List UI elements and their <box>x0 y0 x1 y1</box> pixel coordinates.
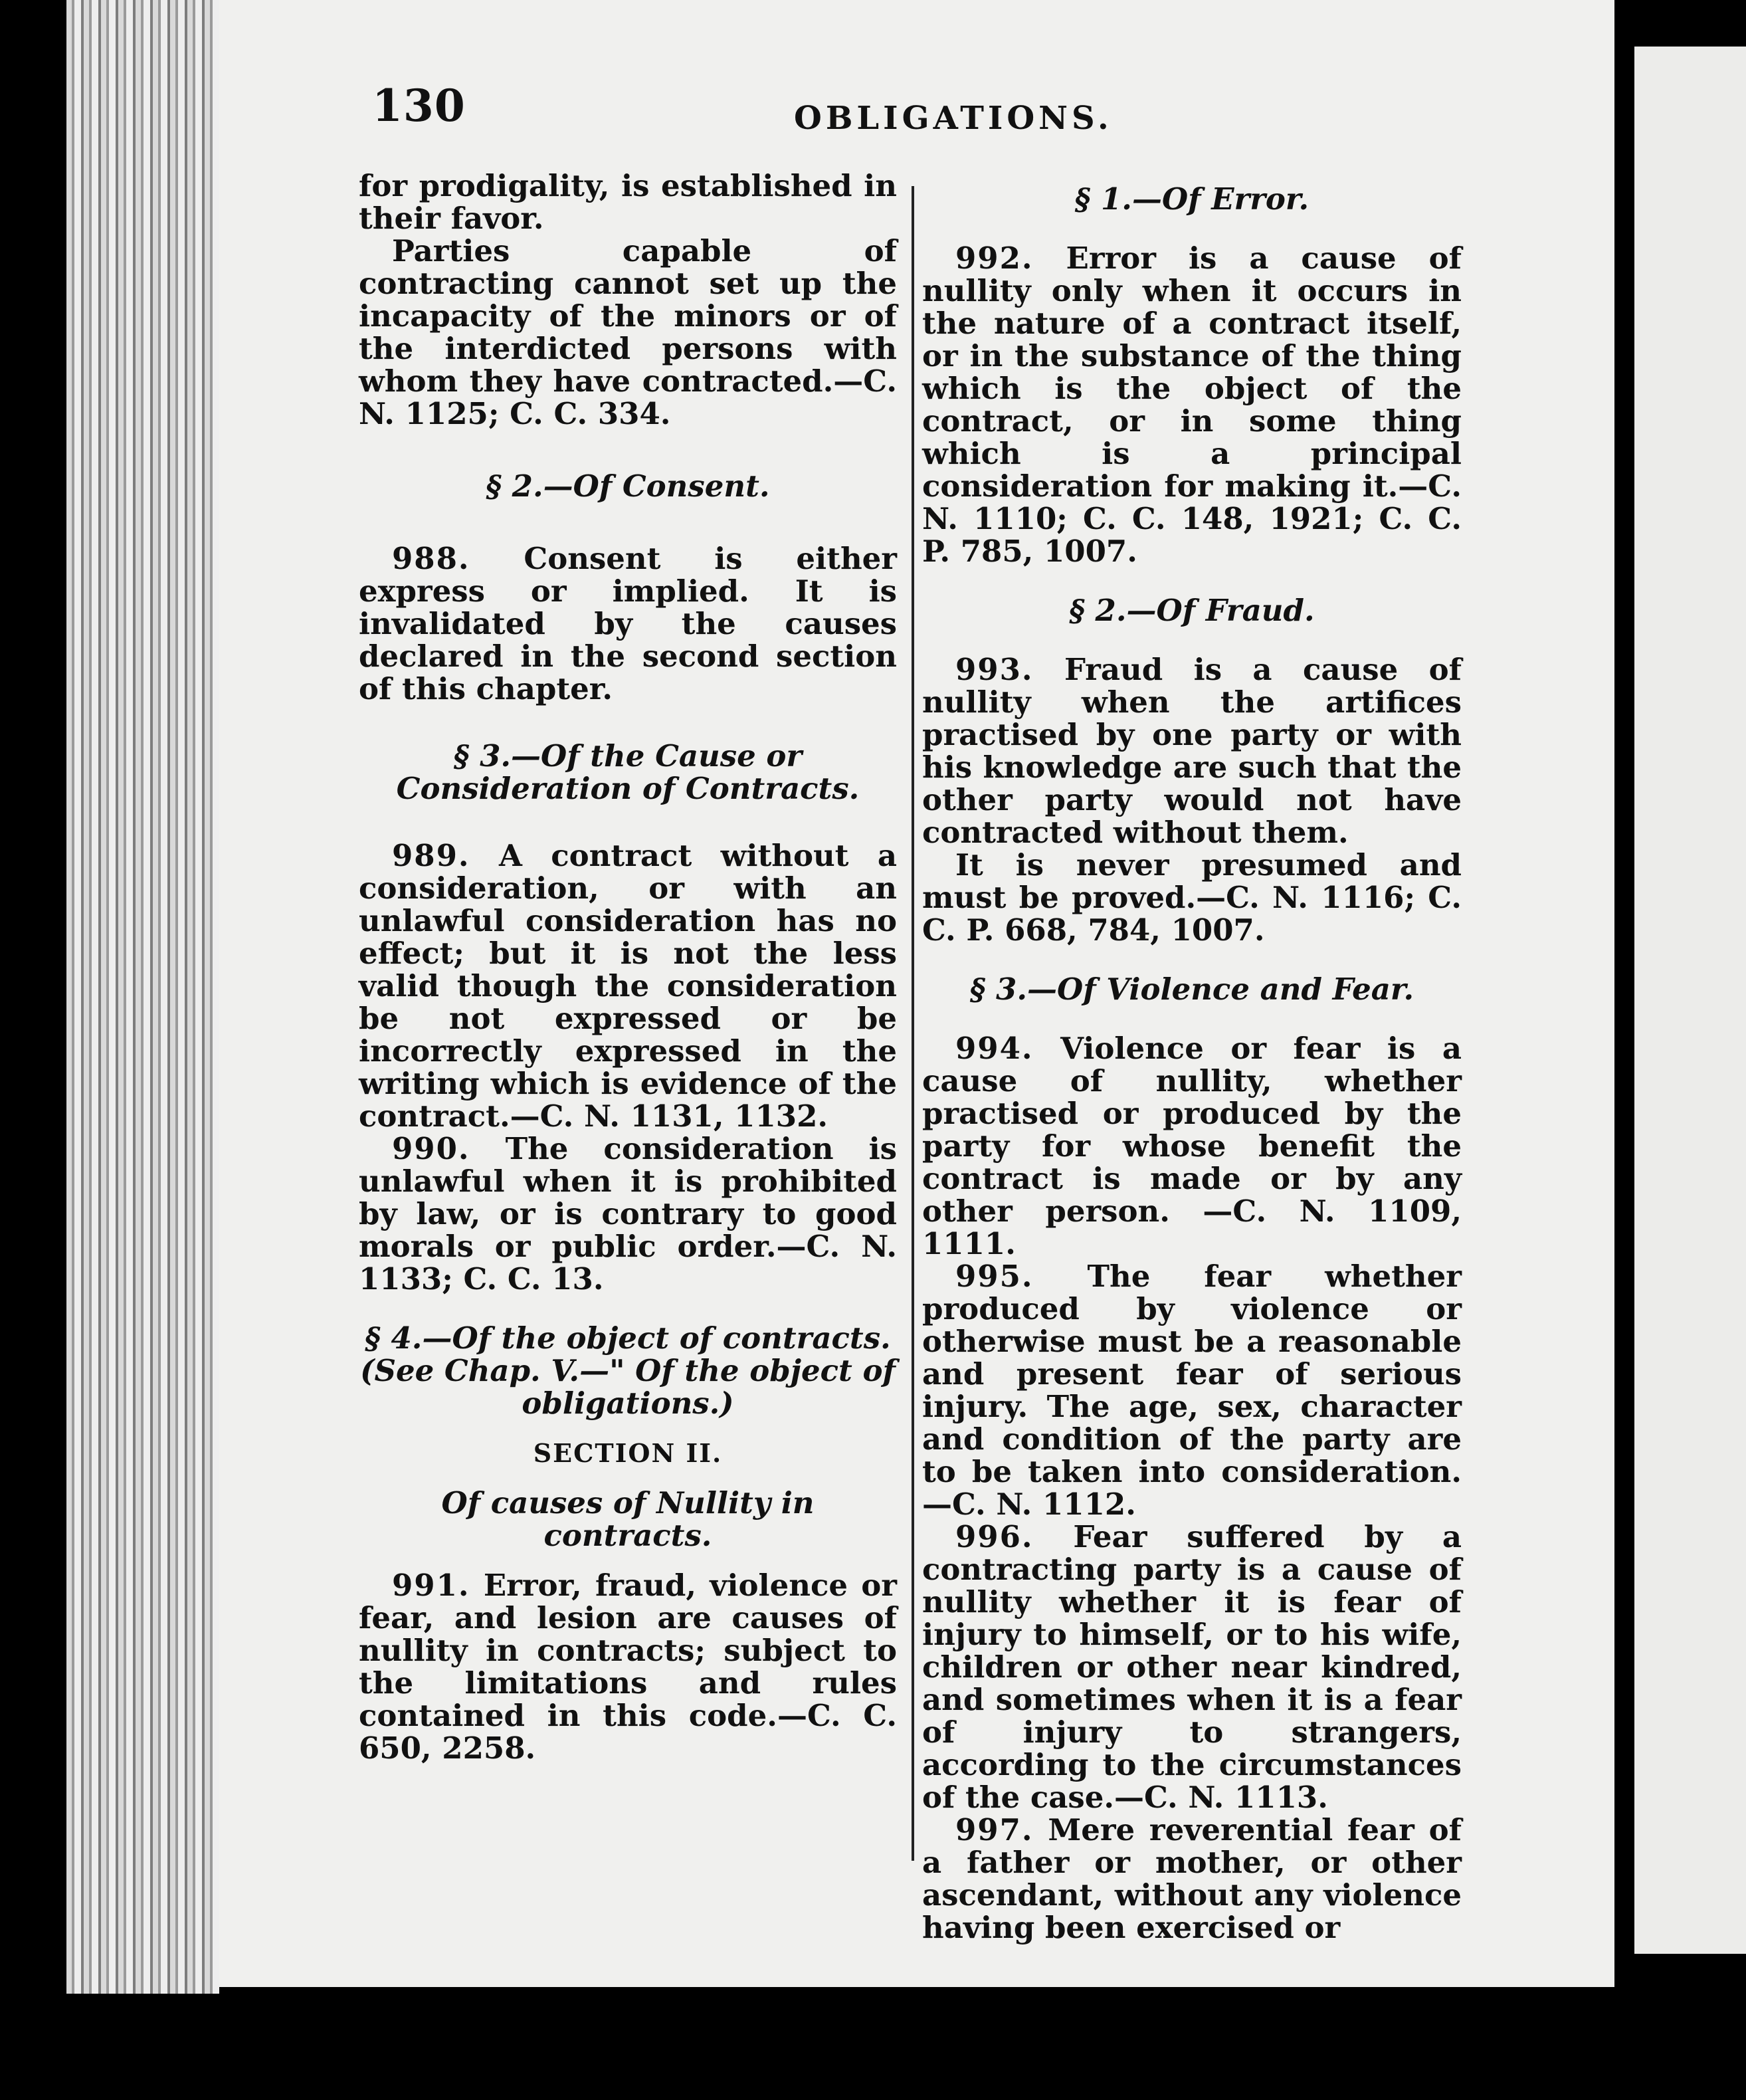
article-number: 996. <box>955 1519 1034 1554</box>
article-996 <box>922 1521 1462 1814</box>
page-number: 130 <box>372 80 466 132</box>
article-text: Fraud is a cause of nullity when the artifices practised by one party or with his knowledge are such that the other party would not have contracted without them. <box>922 652 1462 850</box>
article-text: Error, fraud, violence or fear, and lesion are causes of nullity in contracts; subject to the limitations and rules contained in this code.—C. C. 650, 2258. <box>359 1568 897 1766</box>
article-number: 989. <box>392 838 470 873</box>
paragraph-fraud-proof: It is never presumed and must be proved.—C. N. 1116; C. C. P. 668, 784, 1007. <box>922 847 1462 948</box>
heading-of-consent: § 2.—Of Consent. <box>486 469 770 504</box>
column-divider <box>912 186 914 1861</box>
article-text: A contract without a consideration, or with an unlawful consideration has no effect; but it is not the less valid though the consideration be not expressed or be incorrectly expressed in the writing which is evidence of the contract.—C. N. 1131, 1132. <box>359 838 897 1134</box>
book-page-edges <box>66 0 219 1994</box>
article-number: 993. <box>955 652 1034 687</box>
article-997 <box>922 1814 1462 1944</box>
article-number: 991. <box>392 1568 470 1603</box>
paragraph-parties: Parties capable of contracting cannot set up the incapacity of the minors or of the interdicted persons with whom they have contracted.—C. N. 1125; C. C. 334. <box>359 233 897 431</box>
section-title: Of causes of Nullity in contracts. <box>441 1485 815 1553</box>
article-number: 994. <box>955 1031 1034 1066</box>
heading-of-fraud: § 2.—Of Fraud. <box>1069 593 1315 628</box>
article-994 <box>922 1032 1462 1260</box>
article-993 <box>922 653 1462 849</box>
article-991 <box>359 1569 897 1764</box>
article-number: 988. <box>392 541 470 576</box>
article-number: 990. <box>392 1131 470 1166</box>
article-992 <box>922 242 1462 568</box>
running-title: OBLIGATIONS. <box>794 100 1113 137</box>
article-number: 997. <box>955 1812 1034 1847</box>
adjacent-page-edge <box>1634 47 1746 1954</box>
right-column <box>922 183 1462 1944</box>
article-995 <box>922 1260 1462 1521</box>
article-990 <box>359 1132 897 1295</box>
article-text: Fear suffered by a contracting party is a cause of nullity whether it is fear of injury to himself, or to his wife, children or other near kindred, and sometimes when it is a fear of injury to strangers, according to the circumstances of the case.—C. N. 1113. <box>922 1519 1462 1815</box>
article-text: Mere reverential fear of a father or mother, or other ascendant, without any violence having been exercised or <box>922 1812 1462 1945</box>
article-text: The fear whether produced by violence or otherwise must be a reasonable and present fear of serious injury. The age, sex, character and condition of the party are to be taken into consideration.—C. N. 1112. <box>922 1259 1462 1522</box>
article-text: Error is a cause of nullity only when it occurs in the nature of a contract itself, or in the substance of the thing which is the object of the contract, or in some thing which is a principal consideration for making it.—C. N. 1110; C. C. 148, 1921; C. C. P. 785, 1007. <box>922 241 1462 569</box>
paragraph-continued: for prodigality, is established in their favor. <box>359 168 897 236</box>
heading-of-violence: § 3.—Of Violence and Fear. <box>969 972 1414 1007</box>
article-988 <box>359 542 897 705</box>
article-number: 995. <box>955 1259 1034 1294</box>
article-text: Violence or fear is a cause of nullity, whether practised or produced by the party for whose benefit the contract is made or by any other person. —C. N. 1109, 1111. <box>922 1031 1462 1261</box>
section-label: SECTION II. <box>533 1438 723 1468</box>
article-989 <box>359 839 897 1132</box>
left-column <box>359 169 897 1764</box>
heading-of-object: § 4.—Of the object of contracts. <box>365 1320 891 1356</box>
heading-of-error: § 1.—Of Error. <box>1074 181 1310 217</box>
heading-of-cause: § 3.—Of the Cause or Consideration of Contracts. <box>396 738 860 806</box>
article-number: 992. <box>955 241 1034 276</box>
article-text: Consent is either express or implied. It is invalidated by the causes declared in the second section of this chapter. <box>359 541 897 706</box>
article-text: The consideration is unlawful when it is prohibited by law, or is contrary to good morals or public order.—C. N. 1133; C. C. 13. <box>359 1131 897 1297</box>
heading-object-note: (See Chap. V.—" Of the object of obligations.) <box>360 1353 896 1421</box>
